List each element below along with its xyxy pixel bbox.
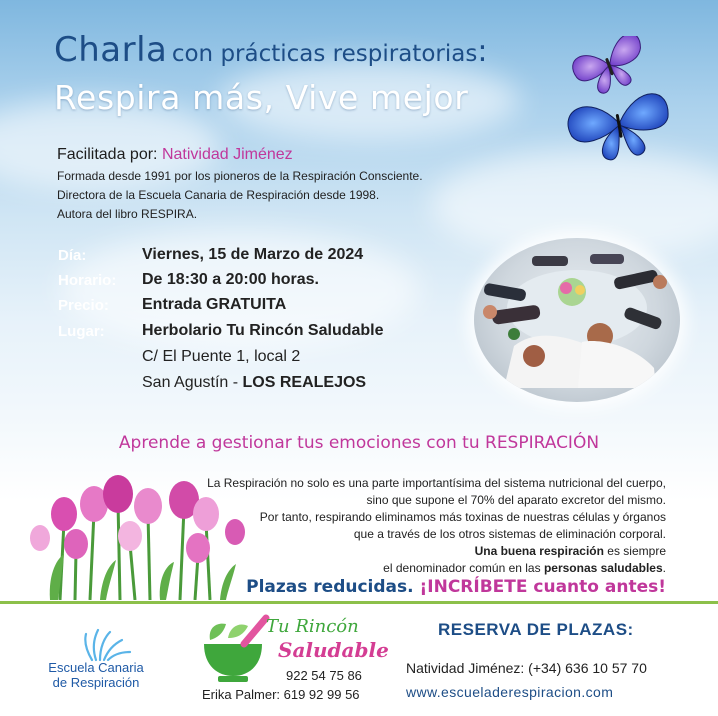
- body-line: que a través de los otros sistemas de eliminación corporal.: [353, 527, 666, 541]
- detail-row-address1: [58, 345, 300, 369]
- title-main: [54, 30, 487, 70]
- detail-row-precio: [58, 293, 286, 317]
- body-line: sino que supone el 70% del aparato excretor del mismo.: [366, 493, 666, 507]
- bio-line: Formada desde 1991 por los pioneros de la Respiración Consciente.: [57, 169, 423, 183]
- cta-register: ¡INCRÍBETE cuanto antes!: [419, 577, 666, 597]
- breathing-session-photo: [474, 238, 680, 402]
- body-bold: Una buena respiración: [474, 544, 604, 558]
- address-municipality: LOS REALEJOS: [242, 374, 367, 391]
- detail-label: Precio:: [58, 296, 109, 314]
- bio-line: Directora de la Escuela Canaria de Respiración desde 1998.: [57, 188, 380, 202]
- body-text: es siempre: [603, 544, 666, 558]
- photo-illustration: [474, 238, 680, 402]
- slogan: Aprende a gestionar tus emociones con tu RESPIRACIÓN: [118, 433, 600, 453]
- address-line: [142, 374, 366, 392]
- detail-value: Herbolario Tu Rincón Saludable: [142, 322, 384, 339]
- ecr-logo-text: Escuela Canaria: [48, 660, 144, 675]
- body-line: [207, 560, 666, 577]
- footer-divider: [0, 601, 718, 604]
- trs-logo-text: Saludable: [278, 638, 389, 662]
- call-to-action: [246, 577, 666, 597]
- butterflies-icon: [560, 36, 680, 166]
- detail-row-address2: [58, 371, 366, 395]
- body-text: el denominador común en las: [383, 561, 544, 575]
- erika-phone: Erika Palmer: 619 92 99 56: [202, 687, 360, 702]
- facilitator-name: Natividad Jiménez: [161, 146, 293, 163]
- body-line: La Respiración no solo es una parte importantísima del sistema nutricional del cuerpo,: [207, 476, 666, 490]
- body-line: [207, 543, 666, 560]
- detail-label: Día:: [58, 246, 87, 264]
- title-subtitle: con prácticas respiratorias: [171, 41, 478, 67]
- reservation-title: RESERVA DE PLAZAS:: [438, 620, 634, 639]
- body-text: .: [662, 561, 666, 575]
- body-line: Por tanto, respirando eliminamos más toxinas de nuestras células y órganos: [259, 510, 666, 524]
- body-paragraph: [207, 475, 666, 577]
- website-link[interactable]: www.escueladerespiracion.com: [406, 684, 614, 700]
- detail-value: Entrada GRATUITA: [142, 296, 287, 313]
- trs-phone: 922 54 75 86: [286, 668, 362, 683]
- detail-value: Viernes, 15 de Marzo de 2024: [142, 246, 364, 263]
- title-tagline: Respira más, Vive mejor: [54, 78, 469, 117]
- facilitator-bio: [57, 167, 423, 224]
- ecr-logo-text: de Respiración: [52, 675, 140, 690]
- trs-logo-text: Tu Rincón: [266, 616, 359, 637]
- detail-label: Horario:: [58, 271, 117, 289]
- reservation-phone: Natividad Jiménez: (+34) 636 10 57 70: [406, 660, 647, 676]
- detail-row-lugar: [58, 319, 384, 343]
- detail-label: Lugar:: [58, 322, 105, 340]
- address-line: C/ El Puente 1, local 2: [142, 348, 301, 365]
- detail-row-horario: [58, 268, 319, 292]
- detail-row-dia: [58, 243, 363, 267]
- bio-line: Autora del libro RESPIRA.: [57, 207, 198, 221]
- body-bold: personas saludables: [543, 561, 663, 575]
- detail-value: De 18:30 a 20:00 horas.: [142, 271, 319, 288]
- address-town: San Agustín -: [142, 374, 243, 391]
- title-colon: :: [477, 34, 488, 69]
- facilitator-prefix: Facilitada por:: [57, 146, 158, 163]
- facilitator-line: [57, 146, 293, 164]
- title-word-charla: Charla: [54, 30, 168, 70]
- cta-limited-places: Plazas reducidas.: [246, 577, 414, 597]
